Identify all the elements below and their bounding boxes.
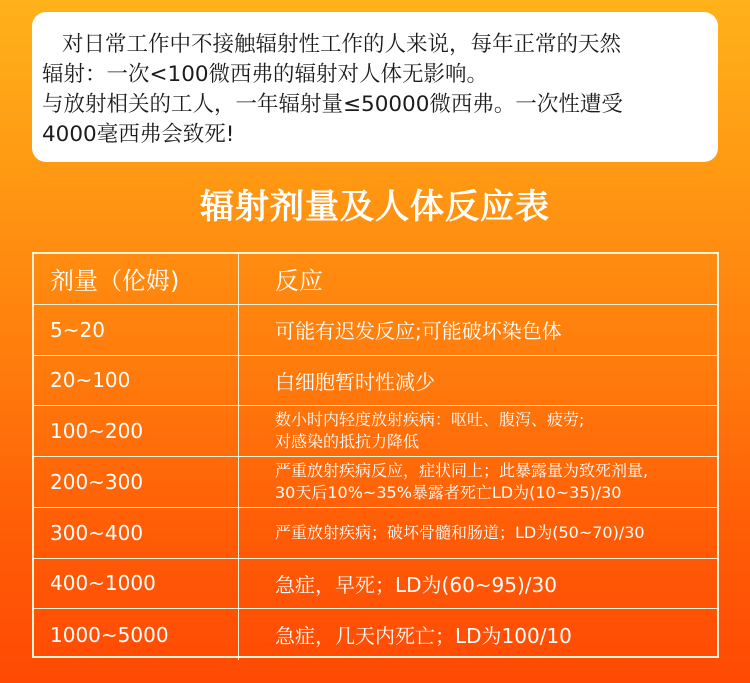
response-line: 数小时内轻度放射疾病：呕吐、腹泻、疲劳; (275, 410, 585, 430)
response-line: 急症，早死；LD为(60~95)/30 (275, 572, 557, 597)
header-dose: 剂量（伦姆) (34, 254, 239, 304)
intro-card (32, 12, 718, 162)
response-cell (239, 457, 717, 507)
intro-line: 与放射相关的工人，一年辐射量≤50000微西弗。一次性遭受 (42, 92, 623, 117)
table-row (34, 559, 717, 610)
response-cell (239, 356, 717, 406)
table-row (34, 356, 717, 407)
table-row (34, 406, 717, 457)
response-cell (239, 508, 717, 558)
header-response: 反应 (275, 267, 323, 296)
response-line: 30天后10%~35%暴露者死亡LD为(10~35)/30 (275, 482, 622, 502)
response-line: 急症，几天内死亡；LD为100/10 (275, 624, 572, 649)
response-line: 严重放射疾病反应，症状同上；此暴露量为致死剂量, (275, 460, 649, 480)
table-header-row (34, 254, 717, 305)
response-cell (239, 406, 717, 456)
dose-response-table (32, 252, 719, 658)
dose-cell: 300~400 (34, 508, 239, 558)
intro-line: 辐射：一次<100微西弗的辐射对人体无影响。 (42, 62, 489, 87)
table-row (34, 609, 717, 660)
dose-cell: 5~20 (34, 305, 239, 355)
table-row (34, 305, 717, 356)
intro-line: 对日常工作中不接触辐射性工作的人来说，每年正常的天然 (62, 32, 622, 57)
response-cell (239, 559, 717, 609)
dose-cell: 200~300 (34, 457, 239, 507)
response-cell (239, 609, 717, 660)
dose-cell: 100~200 (34, 406, 239, 456)
response-cell (239, 305, 717, 355)
table-row (34, 508, 717, 559)
dose-cell: 400~1000 (34, 559, 239, 609)
response-line: 可能有迟发反应;可能破坏染色体 (275, 319, 562, 344)
intro-line: 4000毫西弗会致死! (42, 122, 235, 147)
table-title: 辐射剂量及人体反应表 (200, 187, 550, 227)
table-row (34, 457, 717, 508)
dose-cell: 1000~5000 (34, 609, 239, 660)
response-line: 对感染的抵抗力降低 (275, 432, 420, 452)
dose-cell: 20~100 (34, 356, 239, 406)
response-line: 白细胞暂时性减少 (275, 369, 435, 394)
response-line: 严重放射疾病；破坏骨髓和肠道；LD为(50~70)/30 (275, 522, 645, 542)
